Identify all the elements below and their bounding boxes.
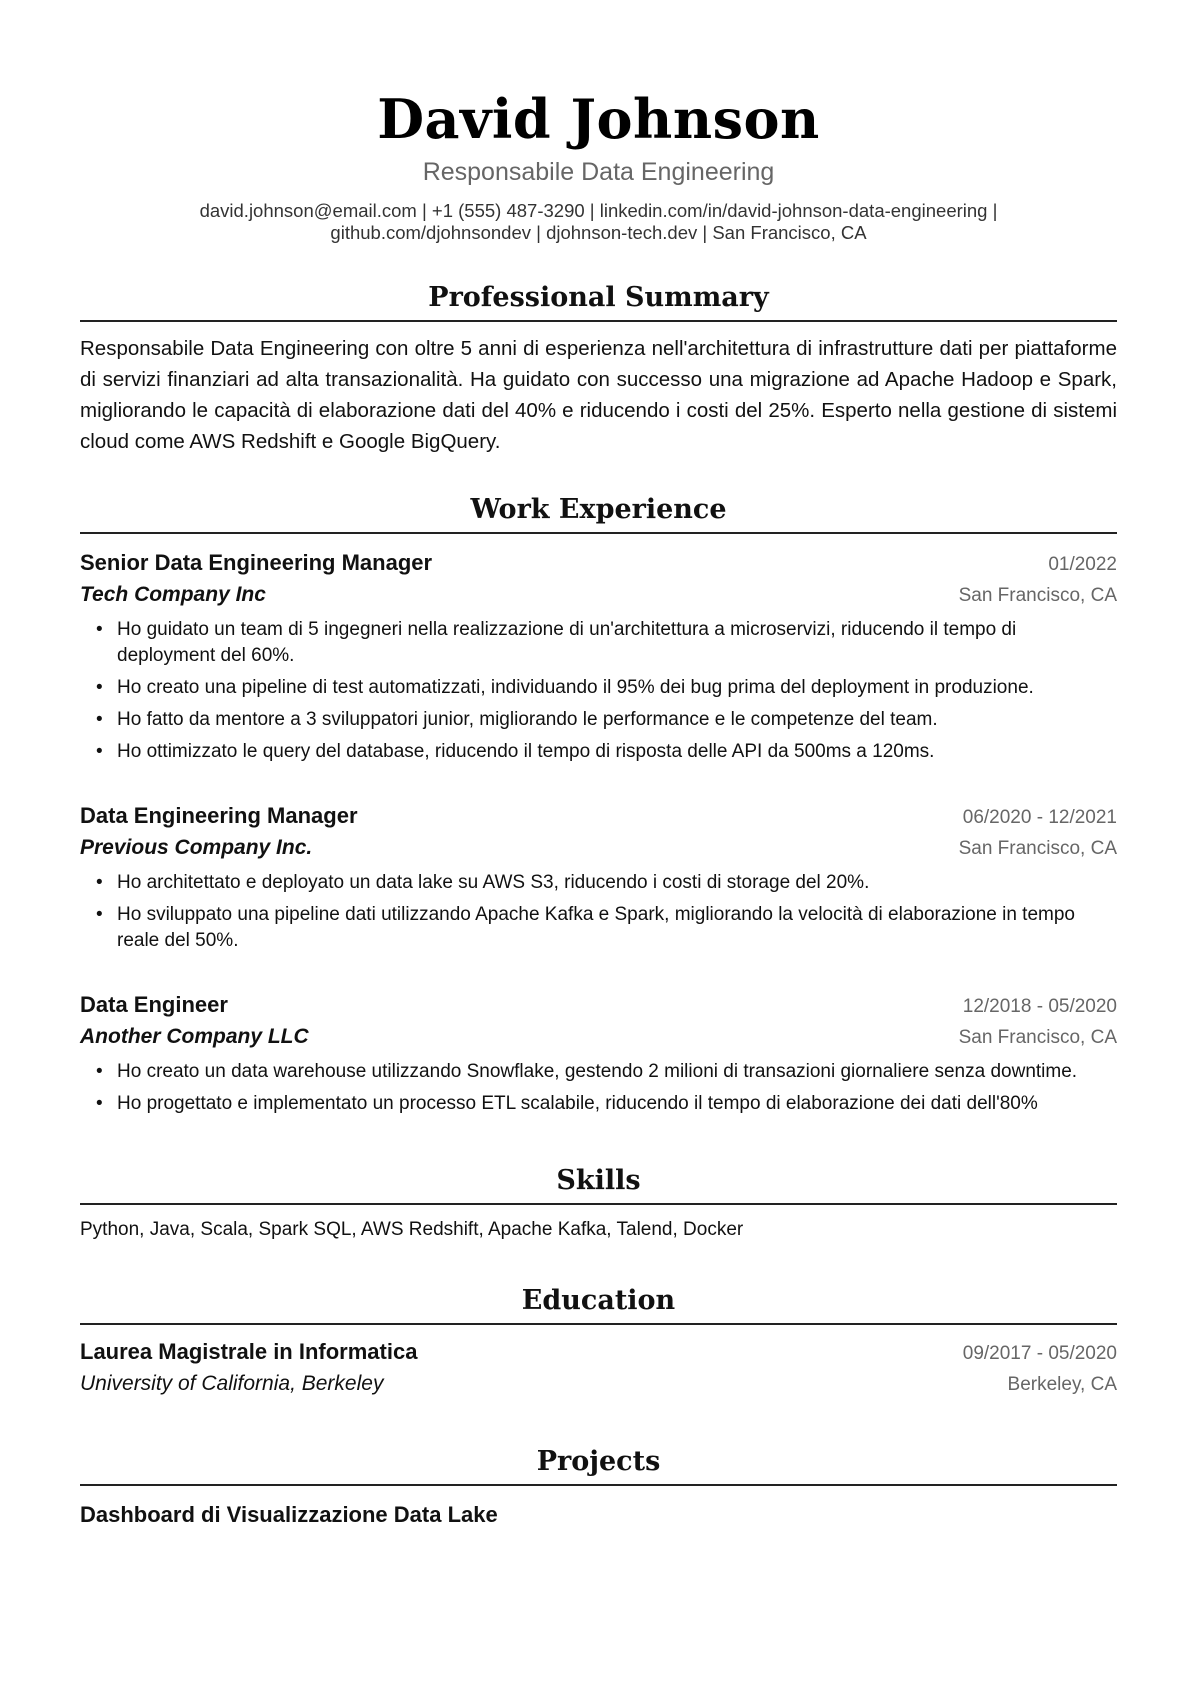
job-entry bbox=[80, 548, 1117, 765]
job-title: Data Engineer bbox=[80, 992, 228, 1017]
job-entry bbox=[80, 801, 1117, 954]
education-date: 09/2017 - 05/2020 bbox=[962, 1343, 1117, 1364]
summary-section bbox=[80, 280, 1117, 457]
job-date: 06/2020 - 12/2021 bbox=[962, 807, 1117, 828]
resume-header bbox=[80, 0, 1117, 244]
bullet-dot-icon: • bbox=[96, 872, 103, 893]
bullet-dot-icon: • bbox=[96, 1093, 103, 1114]
project-title: Dashboard di Visualizzazione Data Lake bbox=[80, 1502, 498, 1527]
job-location: San Francisco, CA bbox=[958, 585, 1117, 606]
projects-section bbox=[80, 1444, 1117, 1530]
skills-heading: Skills bbox=[80, 1163, 1117, 1205]
contact-line-2: github.com/djohnsondev | djohnson-tech.dev | San Francisco, CA bbox=[330, 222, 867, 243]
job-date: 01/2022 bbox=[1048, 554, 1117, 575]
job-bullet: • Ho sviluppato una pipeline dati utilizzando Apache Kafka e Spark, migliorando la velocità di elaborazione in tempo reale del 50%. bbox=[96, 904, 1075, 951]
resume-page bbox=[80, 0, 1117, 1530]
job-entry bbox=[80, 990, 1117, 1117]
education-degree: Laurea Magistrale in Informatica bbox=[80, 1339, 418, 1364]
education-heading: Education bbox=[80, 1283, 1117, 1325]
job-bullets bbox=[80, 617, 1117, 765]
bullet-dot-icon: • bbox=[96, 1061, 103, 1082]
job-title: Senior Data Engineering Manager bbox=[80, 550, 433, 575]
job-company: Tech Company Inc bbox=[80, 583, 266, 606]
experience-heading: Work Experience bbox=[80, 492, 1117, 534]
education-school: University of California, Berkeley bbox=[80, 1372, 384, 1395]
summary-heading: Professional Summary bbox=[80, 280, 1117, 322]
education-location: Berkeley, CA bbox=[1007, 1374, 1117, 1395]
experience-section bbox=[80, 492, 1117, 1117]
skills-list: Python, Java, Scala, Spark SQL, AWS Redshift, Apache Kafka, Talend, Docker bbox=[80, 1219, 744, 1240]
bullet-dot-icon: • bbox=[96, 709, 103, 730]
job-company: Previous Company Inc. bbox=[80, 836, 313, 859]
job-bullet: • Ho progettato e implementato un processo ETL scalabile, riducendo il tempo di elaborazione dei dati dell'80% bbox=[117, 1091, 1117, 1117]
job-location: San Francisco, CA bbox=[958, 838, 1117, 859]
candidate-title: Responsabile Data Engineering bbox=[422, 158, 775, 186]
job-bullet: • Ho ottimizzato le query del database, riducendo il tempo di risposta delle API da 500ms a 120ms. bbox=[117, 739, 1117, 765]
job-location: San Francisco, CA bbox=[958, 1027, 1117, 1048]
projects-heading: Projects bbox=[80, 1444, 1117, 1486]
job-bullets bbox=[80, 870, 1117, 954]
job-date: 12/2018 - 05/2020 bbox=[962, 996, 1117, 1017]
education-section bbox=[80, 1283, 1117, 1400]
education-entry bbox=[80, 1337, 1117, 1400]
job-bullet: • Ho guidato un team di 5 ingegneri nella realizzazione di un'architettura a microservizi, riducendo il tempo di deployment del 60%. bbox=[96, 619, 1017, 666]
job-bullet: • Ho fatto da mentore a 3 sviluppatori junior, migliorando le performance e le competenze del team. bbox=[117, 707, 1117, 733]
contact-line-1: david.johnson@email.com | +1 (555) 487-3290 | linkedin.com/in/david-johnson-data-engineering | bbox=[199, 200, 998, 221]
summary-text: Responsabile Data Engineering con oltre 5 anni di esperienza nell'architettura di infrastrutture dati per piattaforme di servizi finanziari ad alta transazionalità. Ha guidato con successo una migrazione ad Apache Hadoop e Spark, migliorando le capacità di elaborazione dati del 40% e riducendo i costi del 25%. Esperto nella gestione di sistemi cloud come AWS Redshift e Google BigQuery. bbox=[80, 337, 1117, 453]
contact-info bbox=[80, 200, 1117, 244]
skills-section bbox=[80, 1163, 1117, 1243]
job-bullets bbox=[80, 1059, 1117, 1117]
bullet-dot-icon: • bbox=[96, 677, 103, 698]
bullet-dot-icon: • bbox=[96, 904, 103, 925]
job-bullet: • Ho creato una pipeline di test automatizzati, individuando il 95% dei bug prima del deployment in produzione. bbox=[117, 675, 1117, 701]
job-bullet: • Ho architettato e deployato un data lake su AWS S3, riducendo i costi di storage del 20%. bbox=[117, 870, 1117, 896]
job-company: Another Company LLC bbox=[80, 1025, 309, 1048]
bullet-dot-icon: • bbox=[96, 619, 103, 640]
bullet-dot-icon: • bbox=[96, 741, 103, 762]
candidate-name: David Johnson bbox=[377, 87, 820, 151]
job-bullet: • Ho creato un data warehouse utilizzando Snowflake, gestendo 2 milioni di transazioni giornaliere senza downtime. bbox=[117, 1059, 1117, 1085]
job-title: Data Engineering Manager bbox=[80, 803, 358, 828]
